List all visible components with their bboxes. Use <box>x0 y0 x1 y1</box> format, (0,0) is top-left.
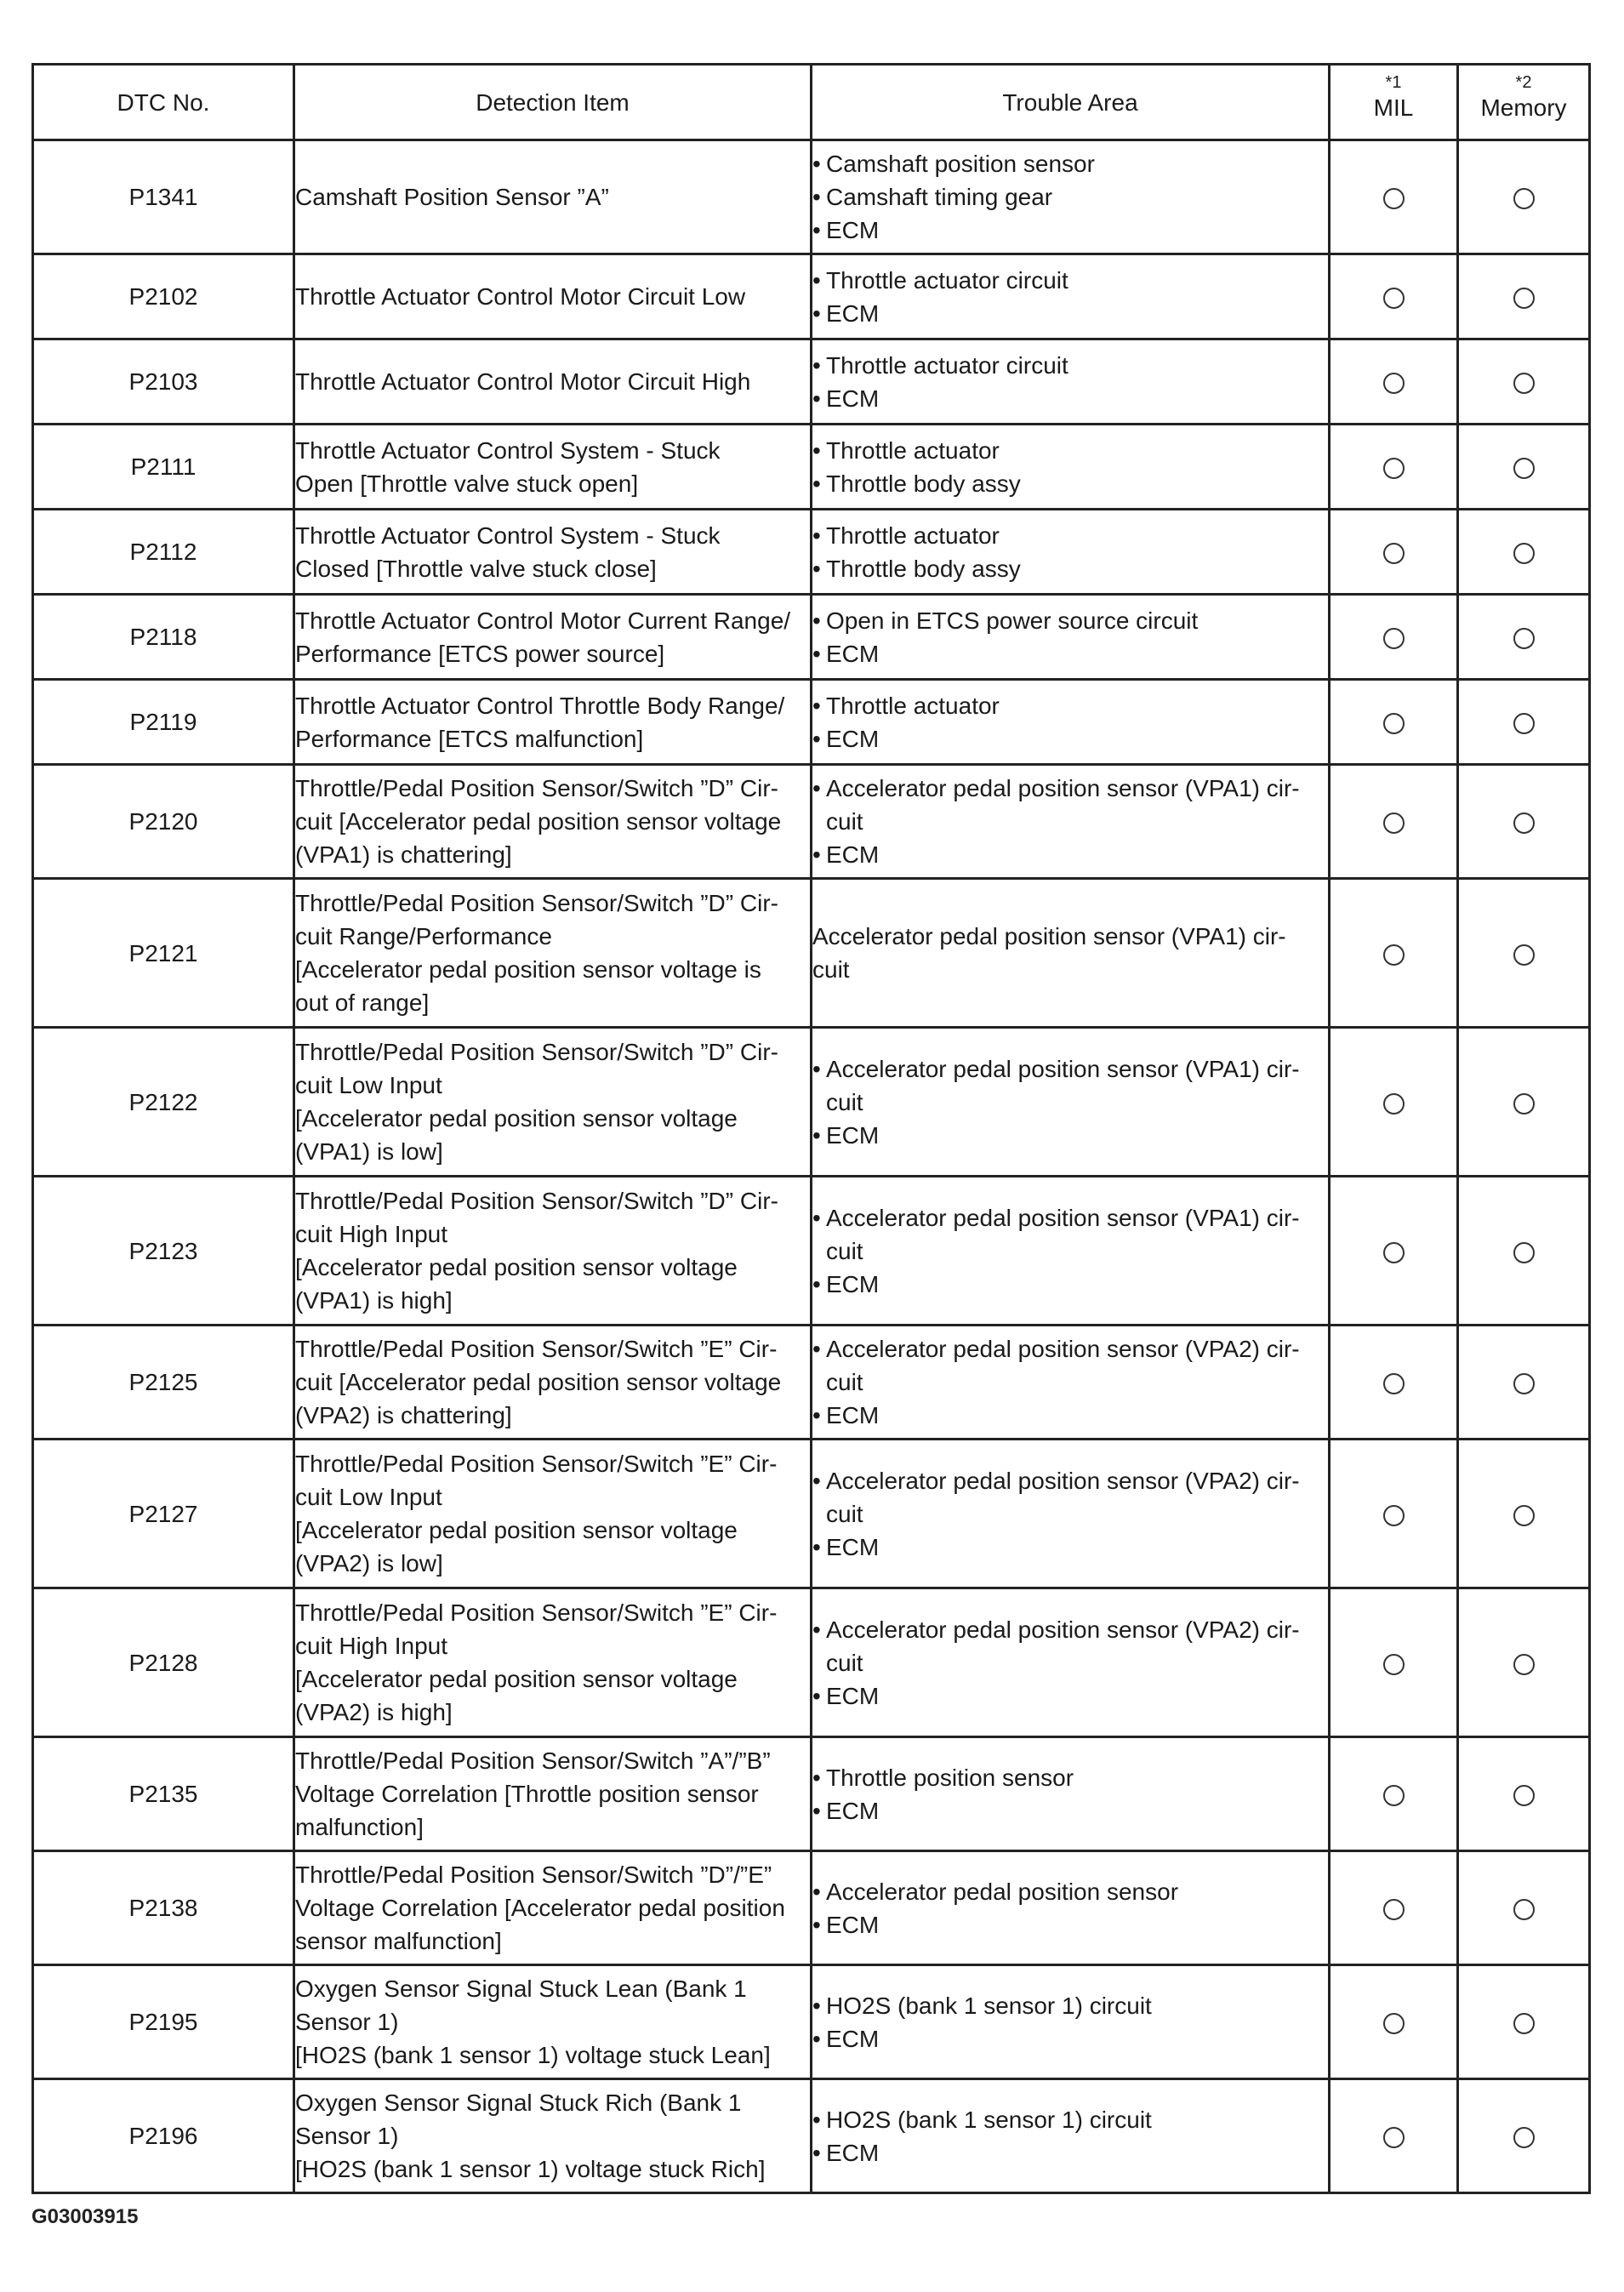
trouble-area <box>812 879 1330 1028</box>
header-dtc: DTC No. <box>33 65 294 140</box>
dtc-code: P2125 <box>33 1326 294 1440</box>
mil-circle-icon <box>1383 812 1405 834</box>
trouble-area <box>812 1965 1330 2079</box>
detection-line: Open [Throttle valve stuck open] <box>295 470 639 497</box>
memory-circle-icon <box>1513 458 1535 479</box>
trouble-area-item: • Accelerator pedal position sensor (VPA1) cir- cuit <box>812 1201 1328 1268</box>
mil-cell <box>1330 1965 1458 2079</box>
detection-line: [HO2S (bank 1 sensor 1) voltage stuck Rich] <box>295 2156 766 2182</box>
memory-cell <box>1458 425 1590 510</box>
table-row <box>33 339 1590 425</box>
dtc-code: P2103 <box>33 339 294 425</box>
trouble-area <box>812 140 1330 254</box>
trouble-area-item: • Accelerator pedal position sensor (VPA2) cir- cuit <box>812 1613 1328 1679</box>
trouble-area-list <box>812 349 1328 415</box>
memory-circle-icon <box>1513 543 1535 564</box>
memory-circle-icon <box>1513 1654 1535 1675</box>
trouble-area-item: • HO2S (bank 1 sensor 1) circuit <box>812 2103 1328 2136</box>
header-row <box>33 65 1590 140</box>
detection-line: Closed [Throttle valve stuck close] <box>295 555 657 582</box>
dtc-code: P2111 <box>33 425 294 510</box>
trouble-area-list <box>812 1464 1328 1564</box>
dtc-code: P2123 <box>33 1177 294 1326</box>
memory-cell <box>1458 1326 1590 1440</box>
trouble-area <box>812 2079 1330 2193</box>
table-row <box>33 140 1590 254</box>
table-body <box>33 140 1590 2193</box>
memory-circle-icon <box>1513 812 1535 834</box>
trouble-area <box>812 254 1330 339</box>
table-row <box>33 1440 1590 1588</box>
trouble-area-item: • Throttle body assy <box>812 467 1328 500</box>
memory-circle-icon <box>1513 2013 1535 2034</box>
detection-line: (VPA2) is low] <box>295 1550 443 1576</box>
trouble-area-item: • ECM <box>812 722 1328 755</box>
dtc-code: P2102 <box>33 254 294 339</box>
detection-line: [Accelerator pedal position sensor voltage <box>295 1105 738 1132</box>
memory-cell <box>1458 879 1590 1028</box>
memory-label: Memory <box>1480 94 1567 121</box>
trouble-area-item: • Throttle actuator <box>812 689 1328 722</box>
detection-line: (VPA1) is low] <box>295 1138 443 1165</box>
detection-item <box>294 1851 812 1965</box>
dtc-code: P2138 <box>33 1851 294 1965</box>
detection-line: Throttle/Pedal Position Sensor/Switch ”D” Cir- <box>295 1039 778 1065</box>
header-memory <box>1458 65 1590 140</box>
mil-circle-icon <box>1383 944 1405 966</box>
memory-circle-icon <box>1513 1093 1535 1115</box>
trouble-area <box>812 680 1330 765</box>
trouble-area-item: • ECM <box>812 1119 1328 1152</box>
mil-cell <box>1330 879 1458 1028</box>
detection-line: cuit High Input <box>295 1221 447 1247</box>
memory-cell <box>1458 1028 1590 1177</box>
detection-line: Throttle Actuator Control System - Stuck <box>295 436 721 464</box>
mil-circle-icon <box>1383 373 1405 394</box>
trouble-area-item: • ECM <box>812 637 1328 670</box>
detection-item <box>294 1326 812 1440</box>
detection-item <box>294 1177 812 1326</box>
detection-line: Throttle/Pedal Position Sensor/Switch ”D”/”E” <box>295 1862 772 1888</box>
mil-cell <box>1330 1177 1458 1326</box>
table-row <box>33 1326 1590 1440</box>
detection-line: [Accelerator pedal position sensor voltage <box>295 1254 738 1280</box>
table-row <box>33 680 1590 765</box>
table-row <box>33 510 1590 595</box>
trouble-area-list <box>812 1613 1328 1713</box>
mil-circle-icon <box>1383 713 1405 734</box>
trouble-area <box>812 595 1330 680</box>
dtc-code: P2112 <box>33 510 294 595</box>
detection-line: cuit [Accelerator pedal position sensor voltage <box>295 808 782 835</box>
trouble-area-list <box>812 264 1328 330</box>
dtc-code: P2118 <box>33 595 294 680</box>
memory-cell <box>1458 254 1590 339</box>
detection-item <box>294 140 812 254</box>
trouble-area-item: • Camshaft position sensor <box>812 147 1328 180</box>
mil-circle-icon <box>1383 2127 1405 2148</box>
dtc-code: P2135 <box>33 1737 294 1851</box>
trouble-area-item: • Accelerator pedal position sensor (VPA2) cir- cuit <box>812 1464 1328 1531</box>
memory-cell <box>1458 1965 1590 2079</box>
memory-circle-icon <box>1513 188 1535 209</box>
dtc-code: P2127 <box>33 1440 294 1588</box>
detection-line: Throttle/Pedal Position Sensor/Switch ”E” Cir- <box>295 1451 778 1477</box>
header-trouble-area: Trouble Area <box>812 65 1330 140</box>
detection-line: Voltage Correlation [Throttle position sensor <box>295 1781 759 1807</box>
trouble-area-list <box>812 1761 1328 1827</box>
detection-line: [HO2S (bank 1 sensor 1) voltage stuck Lean] <box>295 2042 771 2068</box>
detection-item <box>294 879 812 1028</box>
detection-item <box>294 425 812 510</box>
mil-cell <box>1330 1851 1458 1965</box>
trouble-area-item: • Accelerator pedal position sensor (VPA2) cir- cuit <box>812 1332 1328 1399</box>
mil-cell <box>1330 595 1458 680</box>
mil-circle-icon <box>1383 1654 1405 1675</box>
memory-circle-icon <box>1513 628 1535 649</box>
memory-cell <box>1458 680 1590 765</box>
mil-cell <box>1330 140 1458 254</box>
trouble-area <box>812 1737 1330 1851</box>
detection-line: Throttle Actuator Control Motor Circuit Low <box>295 283 746 310</box>
trouble-area-item: • ECM <box>812 382 1328 415</box>
memory-circle-icon <box>1513 713 1535 734</box>
trouble-area-list <box>812 772 1328 871</box>
header-detection-item: Detection Item <box>294 65 812 140</box>
trouble-area-item: • HO2S (bank 1 sensor 1) circuit <box>812 1989 1328 2022</box>
detection-item <box>294 1440 812 1588</box>
table-row <box>33 765 1590 879</box>
mil-label: MIL <box>1373 94 1414 121</box>
detection-line: Throttle/Pedal Position Sensor/Switch ”E” Cir- <box>295 1599 778 1626</box>
memory-cell <box>1458 1177 1590 1326</box>
memory-circle-icon <box>1513 1373 1535 1394</box>
memory-circle-icon <box>1513 1505 1535 1526</box>
detection-line: Throttle Actuator Control Motor Circuit High <box>295 368 751 395</box>
mil-footnote-mark: *1 <box>1385 72 1402 92</box>
mil-circle-icon <box>1383 188 1405 209</box>
trouble-area-item: • Throttle actuator circuit <box>812 349 1328 382</box>
header-mil <box>1330 65 1458 140</box>
memory-cell <box>1458 765 1590 879</box>
detection-line: Oxygen Sensor Signal Stuck Rich (Bank 1 <box>295 2090 742 2116</box>
detection-line: (VPA1) is high] <box>295 1287 453 1314</box>
detection-line: [Accelerator pedal position sensor voltage <box>295 1517 738 1543</box>
mil-cell <box>1330 425 1458 510</box>
trouble-area <box>812 1177 1330 1326</box>
trouble-area-list <box>812 434 1328 500</box>
mil-circle-icon <box>1383 1242 1405 1263</box>
detection-line: Throttle/Pedal Position Sensor/Switch ”D” Cir- <box>295 1188 778 1214</box>
dtc-code: P2128 <box>33 1588 294 1737</box>
trouble-area-item: • Camshaft timing gear <box>812 180 1328 214</box>
memory-circle-icon <box>1513 1242 1535 1263</box>
detection-line: Oxygen Sensor Signal Stuck Lean (Bank 1 <box>295 1976 747 2002</box>
mil-cell <box>1330 2079 1458 2193</box>
figure-id: G03003915 <box>31 2205 139 2228</box>
table-row <box>33 1028 1590 1177</box>
detection-item <box>294 254 812 339</box>
detection-line: (VPA1) is chattering] <box>295 841 512 868</box>
mil-cell <box>1330 1326 1458 1440</box>
trouble-area-item: • ECM <box>812 1679 1328 1713</box>
detection-line: Throttle/Pedal Position Sensor/Switch ”A”/”B” <box>295 1748 771 1774</box>
trouble-area-list <box>812 689 1328 755</box>
trouble-area-list <box>812 2103 1328 2169</box>
detection-item <box>294 510 812 595</box>
table-row <box>33 254 1590 339</box>
trouble-area-list <box>812 604 1328 670</box>
detection-line: Throttle/Pedal Position Sensor/Switch ”D” Cir- <box>295 890 778 916</box>
mil-cell <box>1330 680 1458 765</box>
mil-circle-icon <box>1383 1505 1405 1526</box>
trouble-area-list <box>812 1201 1328 1301</box>
trouble-area <box>812 1326 1330 1440</box>
trouble-area-list <box>812 1332 1328 1432</box>
detection-item <box>294 1588 812 1737</box>
mil-cell <box>1330 765 1458 879</box>
trouble-area-item: • Open in ETCS power source circuit <box>812 604 1328 637</box>
detection-line: cuit Low Input <box>295 1072 442 1098</box>
trouble-area-item: • ECM <box>812 1794 1328 1827</box>
mil-circle-icon <box>1383 1373 1405 1394</box>
mil-cell <box>1330 254 1458 339</box>
detection-item <box>294 1737 812 1851</box>
trouble-area-item: • Throttle position sensor <box>812 1761 1328 1794</box>
detection-line: Throttle/Pedal Position Sensor/Switch ”E” Cir- <box>295 1336 778 1362</box>
memory-circle-icon <box>1513 288 1535 309</box>
trouble-area-item: • ECM <box>812 1399 1328 1432</box>
detection-line: Throttle Actuator Control Motor Current Range/ <box>295 607 791 634</box>
mil-circle-icon <box>1383 288 1405 309</box>
table-row <box>33 1588 1590 1737</box>
memory-circle-icon <box>1513 944 1535 966</box>
detection-item <box>294 765 812 879</box>
detection-line: sensor malfunction] <box>295 1928 502 1954</box>
mil-cell <box>1330 510 1458 595</box>
dtc-code: P2196 <box>33 2079 294 2193</box>
memory-cell <box>1458 2079 1590 2193</box>
trouble-area-item: • Accelerator pedal position sensor (VPA1) cir- cuit <box>812 1052 1328 1119</box>
table-row <box>33 1851 1590 1965</box>
trouble-area-line: cuit <box>812 956 850 983</box>
detection-line: malfunction] <box>295 1814 424 1840</box>
mil-cell <box>1330 1028 1458 1177</box>
detection-line: Performance [ETCS power source] <box>295 640 665 667</box>
mil-circle-icon <box>1383 1093 1405 1115</box>
trouble-area-item: • Throttle actuator <box>812 519 1328 552</box>
table-row <box>33 1737 1590 1851</box>
detection-line: Throttle Actuator Control System - Stuck <box>295 522 721 549</box>
mil-cell <box>1330 1440 1458 1588</box>
memory-circle-icon <box>1513 1785 1535 1806</box>
table-row <box>33 595 1590 680</box>
trouble-area-list <box>812 1989 1328 2055</box>
trouble-area-item: • Throttle actuator circuit <box>812 264 1328 297</box>
trouble-area <box>812 765 1330 879</box>
trouble-area-item: • Accelerator pedal position sensor (VPA1) cir- cuit <box>812 772 1328 838</box>
mil-circle-icon <box>1383 628 1405 649</box>
table-row <box>33 1177 1590 1326</box>
trouble-area-item: • ECM <box>812 838 1328 871</box>
detection-item <box>294 680 812 765</box>
trouble-area-list <box>812 519 1328 585</box>
trouble-area <box>812 1028 1330 1177</box>
detection-line: (VPA2) is high] <box>295 1699 453 1725</box>
memory-footnote-mark: *2 <box>1515 72 1532 92</box>
detection-line: Voltage Correlation [Accelerator pedal position <box>295 1895 785 1921</box>
trouble-area-item: • ECM <box>812 2022 1328 2055</box>
trouble-area <box>812 425 1330 510</box>
dtc-code: P1341 <box>33 140 294 254</box>
detection-line: cuit High Input <box>295 1633 447 1659</box>
memory-cell <box>1458 1440 1590 1588</box>
trouble-area-item: • ECM <box>812 1531 1328 1564</box>
detection-line: Performance [ETCS malfunction] <box>295 725 644 752</box>
trouble-area-item: • Throttle body assy <box>812 552 1328 585</box>
detection-line: out of range] <box>295 989 430 1016</box>
dtc-table <box>31 63 1591 2194</box>
detection-item <box>294 2079 812 2193</box>
detection-line: [Accelerator pedal position sensor voltage is <box>295 956 761 983</box>
trouble-area-item: • Throttle actuator <box>812 434 1328 467</box>
dtc-code: P2120 <box>33 765 294 879</box>
trouble-area-list <box>812 1875 1328 1941</box>
detection-line: Camshaft Position Sensor ”A” <box>295 184 609 210</box>
mil-cell <box>1330 339 1458 425</box>
detection-item <box>294 595 812 680</box>
trouble-area-item: • Accelerator pedal position sensor <box>812 1875 1328 1908</box>
trouble-area <box>812 1851 1330 1965</box>
dtc-code: P2195 <box>33 1965 294 2079</box>
trouble-area-item: • ECM <box>812 297 1328 330</box>
trouble-area-item: • ECM <box>812 2136 1328 2169</box>
memory-circle-icon <box>1513 1899 1535 1920</box>
dtc-code: P2122 <box>33 1028 294 1177</box>
trouble-area-list <box>812 147 1328 247</box>
detection-item <box>294 1965 812 2079</box>
mil-circle-icon <box>1383 2013 1405 2034</box>
memory-cell <box>1458 1851 1590 1965</box>
table-row <box>33 1965 1590 2079</box>
trouble-area <box>812 339 1330 425</box>
detection-line: cuit Range/Performance <box>295 923 552 949</box>
mil-cell <box>1330 1588 1458 1737</box>
trouble-area <box>812 1440 1330 1588</box>
mil-circle-icon <box>1383 1899 1405 1920</box>
table-row <box>33 425 1590 510</box>
mil-circle-icon <box>1383 1785 1405 1806</box>
trouble-area <box>812 510 1330 595</box>
detection-line: cuit Low Input <box>295 1484 442 1510</box>
detection-line: (VPA2) is chattering] <box>295 1402 512 1428</box>
table-row <box>33 879 1590 1028</box>
detection-line: Sensor 1) <box>295 2123 399 2149</box>
trouble-area-item: • ECM <box>812 214 1328 247</box>
trouble-area-list <box>812 1052 1328 1152</box>
memory-cell <box>1458 140 1590 254</box>
dtc-code: P2119 <box>33 680 294 765</box>
dtc-code: P2121 <box>33 879 294 1028</box>
trouble-area <box>812 1588 1330 1737</box>
trouble-area-item: • ECM <box>812 1908 1328 1941</box>
table-row <box>33 2079 1590 2193</box>
detection-line: Throttle/Pedal Position Sensor/Switch ”D” Cir- <box>295 775 778 801</box>
detection-line: Sensor 1) <box>295 2009 399 2035</box>
memory-circle-icon <box>1513 373 1535 394</box>
memory-cell <box>1458 595 1590 680</box>
memory-cell <box>1458 510 1590 595</box>
trouble-area-line: Accelerator pedal position sensor (VPA1) cir- <box>812 923 1286 949</box>
detection-item <box>294 339 812 425</box>
mil-circle-icon <box>1383 543 1405 564</box>
mil-circle-icon <box>1383 458 1405 479</box>
detection-item <box>294 1028 812 1177</box>
trouble-area-item: • ECM <box>812 1268 1328 1301</box>
memory-cell <box>1458 339 1590 425</box>
detection-line: cuit [Accelerator pedal position sensor voltage <box>295 1369 782 1395</box>
detection-line: Throttle Actuator Control Throttle Body Range/ <box>295 692 785 719</box>
memory-circle-icon <box>1513 2127 1535 2148</box>
detection-line: [Accelerator pedal position sensor voltage <box>295 1666 738 1692</box>
memory-cell <box>1458 1737 1590 1851</box>
memory-cell <box>1458 1588 1590 1737</box>
mil-cell <box>1330 1737 1458 1851</box>
